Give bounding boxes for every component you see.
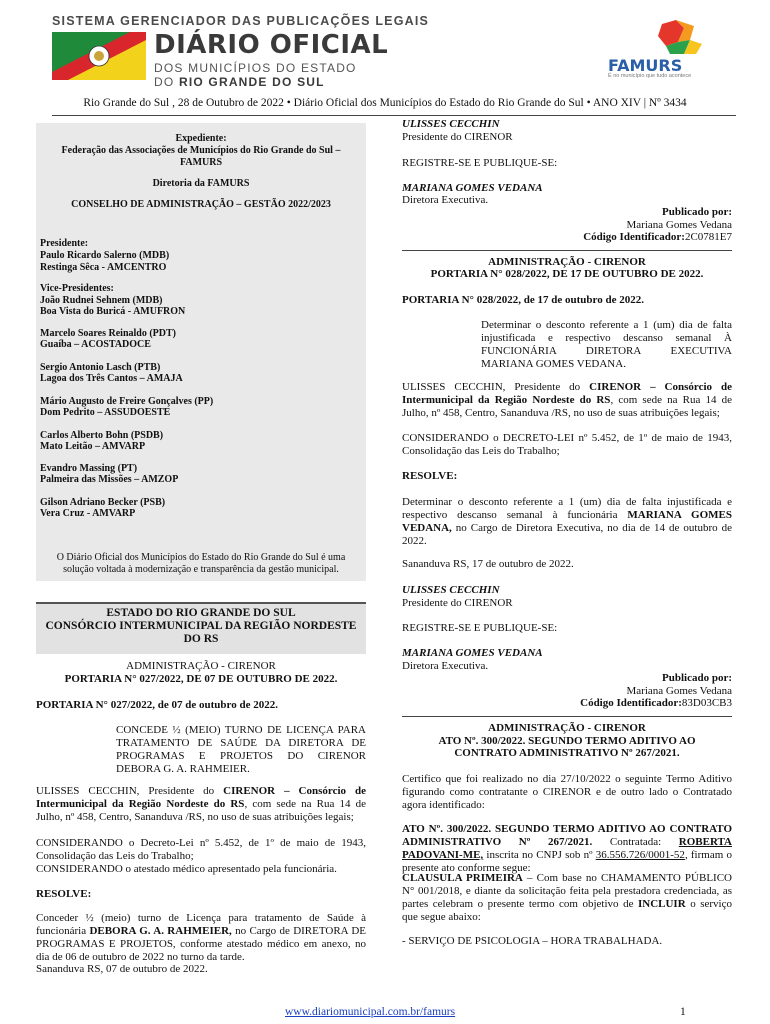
member-city: Guaíba – ACOSTADOCE <box>40 339 151 350</box>
identifier-code: Código Identificador:83D03CB3 <box>580 697 732 709</box>
subtitle-line-2: DO RIO GRANDE DO SUL <box>154 75 325 89</box>
right-resolve: RESOLVE: <box>402 470 458 482</box>
rio-grande-do-sul-flag-icon <box>52 32 146 80</box>
member-city: Dom Pedrito – ASSUDOESTE <box>40 407 171 418</box>
signature-role: Presidente do CIRENOR <box>402 131 513 143</box>
published-by-label: Publicado por: <box>662 672 732 684</box>
member-city: Vera Cruz - AMVARP <box>40 508 136 519</box>
member-name: Gilson Adriano Becker (PSB) <box>40 497 166 508</box>
right-ementa: Determinar o desconto referente a 1 (um) dia de falta injustificada e respectivo descanso semanal À FUNCIONÁRIA DIRETORA EXECUTIVA MARIANA GOMES VEDANA. <box>481 319 732 370</box>
left-date: Sananduva RS, 07 de outubro de 2022. <box>36 963 208 975</box>
ato-title-line-1: ATO Nº. 300/2022. SEGUNDO TERMO ADITIVO AO <box>438 735 696 747</box>
left-org-title: ADMINISTRAÇÃO - CIRENOR <box>126 660 276 672</box>
expediente-directorate: Diretoria da FAMURS <box>152 178 250 189</box>
consortium-box-title: ESTADO DO RIO GRANDE DO SUL CONSÓRCIO INTERMUNICIPAL DA REGIÃO NORDESTE DO RS <box>45 607 357 645</box>
header-divider <box>52 115 736 116</box>
signature-role: Diretora Executiva. <box>402 194 489 206</box>
famurs-tagline: É no município que tudo acontece <box>608 73 692 79</box>
expediente-federation: Federação das Associações de Municípios do Rio Grande do Sul – FAMURS <box>61 145 341 168</box>
signature-name: MARIANA GOMES VEDANA <box>402 647 543 659</box>
president-city: Restinga Sêca - AMCENTRO <box>40 262 167 273</box>
right-paragraph-1: ULISSES CECCHIN, Presidente do CIRENOR – Consórcio de Intermunicipal da Região Nordeste do RS, com sede na Rua 14 de Julho, nº 458, Centro, Sananduva /RS, no uso de suas atribuições legais; <box>402 381 732 419</box>
member-name: João Rudnei Sehnem (MDB) <box>40 295 163 306</box>
register-publish: REGISTRE-SE E PUBLIQUE-SE: <box>402 622 558 634</box>
left-paragraph-4: Conceder ½ (meio) turno de Licença para tratamento de Saúde à funcionária DEBORA G. A. RAHMEIER, no Cargo de DIRETORA DE PROGRAMAS E PROJETOS, conforme atestado médico em anexo, no dia de 06 de outubro de 2022 no turno da tarde. <box>36 912 367 963</box>
section-divider <box>402 716 732 717</box>
left-portaria-subtitle: PORTARIA N° 027/2022, de 07 de outubro de 2022. <box>36 699 278 711</box>
member-city: Lagoa dos Três Cantos – AMAJA <box>40 373 183 384</box>
signature-role: Presidente do CIRENOR <box>402 597 513 609</box>
left-paragraph-2: CONSIDERANDO o Decreto-Lei nº 5.452, de 1º de maio de 1943, Consolidação das Leis do Trabalho; <box>36 837 366 862</box>
expediente-footer-note: O Diário Oficial dos Municípios do Estado do Rio Grande do Sul é uma solução voltada à modernização e transparência da gestão municipal. <box>56 552 346 575</box>
right-portaria-subtitle: PORTARIA N° 028/2022, de 17 de outubro de 2022. <box>402 294 644 306</box>
register-publish: REGISTRE-SE E PUBLIQUE-SE: <box>402 157 558 169</box>
right-org-title: ADMINISTRAÇÃO - CIRENOR <box>488 256 646 268</box>
section-divider <box>402 250 732 251</box>
expediente-heading: Expediente: <box>175 133 227 144</box>
right-date: Sananduva RS, 17 de outubro de 2022. <box>402 558 574 570</box>
ato-paragraph-2: ATO Nº. 300/2022. SEGUNDO TERMO ADITIVO AO CONTRATO ADMINISTRATIVO Nº 267/2021. Contratada: ROBERTA PADOVANI-ME, inscrita no CNPJ sob nº 36.556.726/0001-52, firmam o presente ato conforme segue: <box>402 823 732 874</box>
left-resolve: RESOLVE: <box>36 888 92 900</box>
signature-role: Diretora Executiva. <box>402 660 489 672</box>
right-paragraph-2: CONSIDERANDO o DECRETO-LEI nº 5.452, de 1º de maio de 1943, Consolidação das Leis do Trabalho; <box>402 432 732 457</box>
left-paragraph-1: ULISSES CECCHIN, Presidente do CIRENOR – Consórcio de Intermunicipal da Região Nordeste do RS, com sede na Rua 14 de Julho, nº 458, Centro, Sananduva /RS, no uso de suas atribuições legais; <box>36 785 366 823</box>
member-city: Boa Vista do Buricá - AMUFRON <box>40 306 186 317</box>
famurs-logo-text: FAMURS <box>608 56 683 75</box>
member-city: Palmeira das Missões – AMZOP <box>40 474 179 485</box>
identifier-code: Código Identificador:2C0781E7 <box>583 231 732 243</box>
main-title: DIÁRIO OFICIAL <box>154 30 389 60</box>
ato-org-title: ADMINISTRAÇÃO - CIRENOR <box>488 722 646 734</box>
member-name: Mário Augusto de Freire Gonçalves (PP) <box>40 396 214 407</box>
page-number: 1 <box>680 1006 686 1018</box>
ato-paragraph-1: Certifico que foi realizado no dia 27/10/2022 o seguinte Termo Aditivo figurando como contratante o CIRENOR e de outro lado o Contratado agora identificado: <box>402 773 732 811</box>
signature-name: MARIANA GOMES VEDANA <box>402 182 543 194</box>
signature-name: ULISSES CECCHIN <box>402 118 500 130</box>
signature-name: ULISSES CECCHIN <box>402 584 500 596</box>
left-ementa: CONCEDE ½ (MEIO) TURNO DE LICENÇA PARA TRATAMENTO DE SAÚDE DA DIRETORA DE PROGRAMAS E PROJETOS DO CIRENOR DEBORA G. A. RAHMEIER. <box>116 724 366 775</box>
president-name: Paulo Ricardo Salerno (MDB) <box>40 250 170 261</box>
published-by-name: Mariana Gomes Vedana <box>626 219 732 231</box>
left-portaria-title: PORTARIA N° 027/2022, DE 07 DE OUTUBRO DE 2022. <box>64 673 338 685</box>
member-city: Mato Leitão – AMVARP <box>40 441 146 452</box>
member-name: Sergio Antonio Lasch (PTB) <box>40 362 161 373</box>
subtitle-line-1: DOS MUNICÍPIOS DO ESTADO <box>154 61 357 75</box>
right-paragraph-3: Determinar o desconto referente a 1 (um) dia de falta injustificada e respectivo descanso semanal à funcionária MARIANA GOMES VEDANA, no Cargo de Diretora Executiva, no dia de 14 de outubro de 2022. <box>402 496 732 547</box>
published-by-name: Mariana Gomes Vedana <box>626 685 732 697</box>
vp-label: Vice-Presidentes: <box>40 283 114 294</box>
member-name: Evandro Massing (PT) <box>40 463 138 474</box>
system-title: SISTEMA GERENCIADOR DAS PUBLICAÇÕES LEGAIS <box>52 14 430 28</box>
ato-paragraph-3: CLAUSULA PRIMEIRA – Com base no CHAMAMENTO PÚBLICO N° 001/2018, e diante da solicitação feita pela prestadora credenciada, as partes celebram o presente termo com objetivo de INCLUIR o serviço que segue abaixo: <box>402 872 732 923</box>
president-label: Presidente: <box>40 238 89 249</box>
expediente-council: CONSELHO DE ADMINISTRAÇÃO – GESTÃO 2022/2023 <box>71 199 331 210</box>
member-name: Carlos Alberto Bohn (PSDB) <box>40 430 164 441</box>
member-name: Marcelo Soares Reinaldo (PDT) <box>40 328 177 339</box>
published-by-label: Publicado por: <box>662 206 732 218</box>
right-portaria-title: PORTARIA N° 028/2022, DE 17 DE OUTUBRO DE 2022. <box>430 268 704 280</box>
left-paragraph-3: CONSIDERANDO o atestado médico apresentado pela funcionária. <box>36 863 337 875</box>
ato-title-line-2: CONTRATO ADMINISTRATIVO Nº 267/2021. <box>454 747 680 759</box>
info-bar: Rio Grande do Sul , 28 de Outubro de 2022 • Diário Oficial dos Municípios do Estado do Rio Grande do Sul • ANO XIV | Nº 3434 <box>83 97 687 109</box>
footer-url-link[interactable]: www.diariomunicipal.com.br/famurs <box>285 1006 456 1018</box>
ato-paragraph-4: - SERVIÇO DE PSICOLOGIA – HORA TRABALHADA. <box>402 935 663 947</box>
